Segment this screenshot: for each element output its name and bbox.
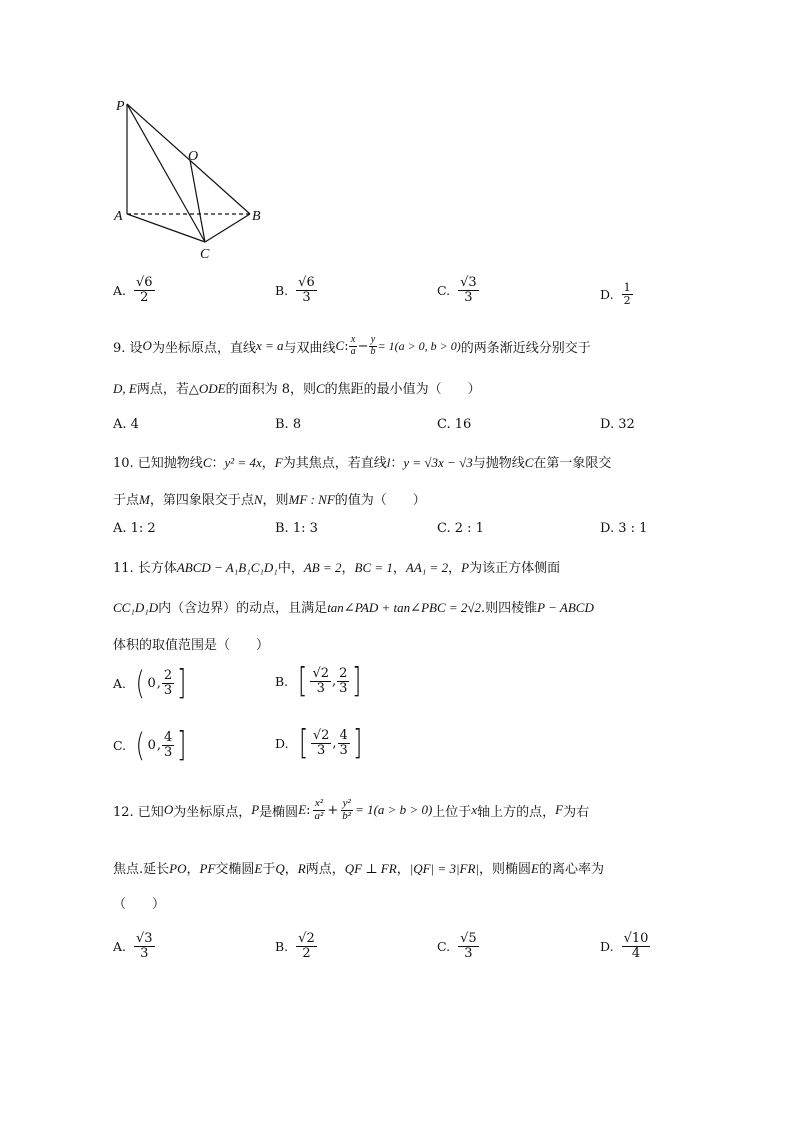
q10-line2: 于点M，第四象限交于点N，则MF : NF的值为（ ）: [113, 492, 426, 508]
q11-line3: 体积的取值范围是（ ）: [113, 638, 270, 653]
edge-PC: [127, 104, 205, 242]
q10-option-d: D. 3 : 1: [600, 521, 648, 536]
q9-option-a: A. 4: [113, 417, 139, 432]
q12-option-a: A. $\frac{√3}{3}$: [113, 931, 153, 961]
q9-option-d: D. 32: [600, 417, 635, 432]
q11-line2: CC₁D₁D内（含边界）的动点，且满足tan∠PAD + tan∠PBC = 2√2.则四棱锥P − ABCD: [113, 600, 594, 616]
q8-option-b: B. $\frac{√6}{3}$: [275, 275, 315, 305]
q12-line1: 12. 已知 O 为坐标原点， P 是椭圆 E : $\frac{\text{x²}}{\text{a²}}$ + $\frac{\text{y²}}{\text{b²}}$ = 1(a > b > 0) 上位于 x 轴上方的点， F 为右: [113, 797, 590, 822]
q9-line1: 9. 设 O 为坐标原点，直线 x = a 与双曲线 C : $\frac{x}{a}$ − $\frac{y}{b}$ = 1(a > 0, b > 0) 的两条渐近线分别交于: [113, 334, 591, 357]
q10-option-a: A. 1: 2: [113, 521, 156, 536]
q8-option-c: C. $\frac{√3}{3}$: [437, 275, 477, 305]
q11-line1: 11. 长方体ABCD − A₁B₁C₁D₁中，AB = 2，BC = 1，AA₁ = 2，P为该正方体侧面: [113, 560, 561, 576]
q10-line1: 10. 已知抛物线C：y² = 4x，F为其焦点，若直线l：y = √3x − √3与抛物线C在第一象限交: [113, 455, 612, 471]
q12-option-b: B. $\frac{√2}{2}$: [275, 931, 315, 961]
q9-line2: D, E两点，若△ODE的面积为 8，则C的焦距的最小值为（ ）: [113, 381, 481, 397]
q8-option-a: A. $\frac{√6}{2}$: [113, 275, 153, 305]
pyramid-figure: [100, 92, 280, 267]
q11-option-c: C. ( 0 , $\frac{4}{3}$ ]: [113, 725, 187, 765]
q8-option-d: D. $\frac{1}{2}$: [600, 281, 631, 307]
edge-AC: [127, 214, 205, 242]
q11-option-d: D. [ $\frac{√2}{3}$ , $\frac{4}{3}$ ]: [275, 723, 363, 763]
q10-option-b: B. 1: 3: [275, 521, 318, 536]
q10-option-c: C. 2 : 1: [437, 521, 484, 536]
q11-option-b: B. [ $\frac{√2}{3}$ , $\frac{2}{3}$ ]: [275, 661, 362, 701]
edge-CB: [205, 214, 250, 242]
label-A: A: [114, 209, 123, 224]
label-O: O: [188, 149, 199, 164]
q12-option-d: D. $\frac{√10}{4}$: [600, 931, 649, 961]
label-B: B: [252, 209, 261, 224]
q11-option-a: A. ( 0 , $\frac{2}{3}$ ]: [113, 663, 187, 703]
q9-option-b: B. 8: [275, 417, 302, 432]
label-P: P: [116, 99, 125, 114]
q12-line2: 焦点.延长PO，PF交椭圆E于Q，R两点，QF ⊥ FR，|QF| = 3|FR|，则椭圆E的离心率为: [113, 861, 604, 877]
q12-line3: （ ）: [113, 897, 166, 912]
label-C: C: [200, 247, 210, 262]
q9-option-c: C. 16: [437, 417, 472, 432]
q12-option-c: C. $\frac{√5}{3}$: [437, 931, 477, 961]
